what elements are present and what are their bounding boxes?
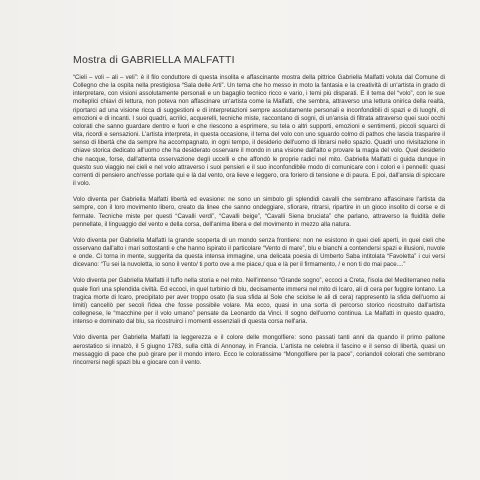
paragraph-myth: Volo diventa per Gabriella Malfatti il tuffo nella storia e nel mito. Nell'intenso “Grande sogno”, eccoci a Creta, l'isola del Mediterraneo nella quale fiorì una splendida civiltà. Ed eccoci, in quel turbinio di blu, decisamente immersi nel mito di Icaro, ali di cera per fuggire lontano. La tragica morte di Icaro, precipitato per aver troppo osato (la sua sfida al Sole che sciolse le ali di cera) rappresentò la sfida dell'uomo ai limiti) cancellò per secoli l'idea che fosse possibile volare. Ma ecco, quasi in una sorta di percorso storico ricostruito dall'artista collegnese, le “macchine per il volo umano” pensate da Leonardo da Vinci. Il sogno dell'uomo continua. La Malfatti in questo quadro, intenso e dominato dal blu, sa ricostruirci i momenti essenziali di questa corsa nell'aria.	[73, 277, 445, 326]
paragraph-balloons: Volo diventa per Gabriella Malfatti la leggerezza e il colore delle mongolfiere: sono passati tanti anni da quando il primo pallone aerostatico si innalzò, il 5 giugno 1783, sulla città di Annonay, in Francia. L'artista ne celebra il fascino e il senso di libertà, quasi un messaggio di pace che può girare per il mondo intero. Ecco le coloratissime “Mongolfiere per la pace”, coriandoli colorati che sembrano rincorrersi negli spazi blu e giocare con il vento.	[73, 334, 445, 366]
paragraph-intro: “Cieli – voli – ali – veli”: è il filo conduttore di questa insolita e affascinante mostra della pittrice Gabriella Malfatti voluta dal Comune di Collegno che la ospita nella prestigiosa “Sala delle Arti”. Un tema che ho messo in moto la fantasia e la creatività di un'artista in grado di interpretare, con visioni assolutamente personali e un bagaglio tecnico ricco e vario, i temi più disparati. E il tema del “volo”, con le sue molteplici chiavi di lettura, non poteva non affascinare un'artista come la Malfatti, che sembra, attraverso una lettura onirica della realtà, riportarci ad una visione ricca di suggestioni e di interpretazioni sempre assolutamente personali e inconfondibili di spazi e di luoghi, di emozioni e di incanti. I suoi quadri, acrilici, acquerelli, tecniche miste, raccontano di sogni, di un'ansia di filtrata attraverso quei suoi occhi colorati che sanno guardare dentro e fuori e che riescono a esprimere, su tela o altri supporti, emozioni e sentimenti, piccoli squarci di vita, ricordi e sensazioni. L'artista interpreta, in questa occasione, il tema del volo con uno sguardo colmo di pathos che lascia trasparire il senso di libertà che da sempre ha accompagnato, in ogni tempo, il desiderio dell'uomo di librarsi nello spazio. Quadri uno rivisitazione in chiave storica dedicato all'uomo che ha desiderato osservare il mondo in una visione dall'alto e provare la magia del volo. Quel desiderio che nacque, forse, dall'attenta osservazione degli uccelli e che affondò le proprie radici nel mito. Gabriella Malfatti ci guida dunque in questo suo viaggio nei cieli e nel volo attraverso i suoi pensieri e il suo inconfondibile modo di comunicare con i colori e i pennelli: quasi correnti di pensiero anch'esse portate qui e là dal vento, ora lieve e leggero, ora foriero di tensione e di paura. E poi, dall'ansia di spiccare il volo.	[73, 74, 445, 188]
page-title: Mostra di GABRIELLA MALFATTI	[73, 54, 235, 66]
paragraph-skies: Volo diventa per Gabriella Malfatti la grande scoperta di un mondo senza frontiere: non ne esistono in quei cieli aperti, in quei cieli che osservano dall'alto i mari sottostanti e che hanno ispirato il particolare “Vento di mare”, blu e bianchi a contendersi spazi e illusioni, nuvole e onde. Ci torna in mente, suggerita da questa intensa immagine, una delicata poesia di Umberto Saba intitolata “Favoletta” i cui versi dicevano: “Tu sei la nuvoletta, io sono il vento/ ti porto ove a me piace,/ qua e là per il firmamento, / e non ti do mai pace....”	[73, 236, 445, 269]
paragraph-horses: Volo diventa per Gabriella Malfatti libertà ed evasione: ne sono un simbolo gli splendidi cavalli che sembrano affascinare l'artista da sempre, con il loro movimento libero, creato da linee che sanno ondeggiare, sfiorare, ritrarsi, ripartire in un gioco insolito di corse e di fermate. Tecniche miste per questi “Cavalli verdi”, “Cavalli beige”, “Cavalli Siena bruciata” che parlano, attraverso la fluidità delle pennellate, il linguaggio del vento e della corsa, dell'anima libera e del movimento in mezzo alla natura.	[73, 196, 445, 228]
article-body	[73, 74, 445, 375]
